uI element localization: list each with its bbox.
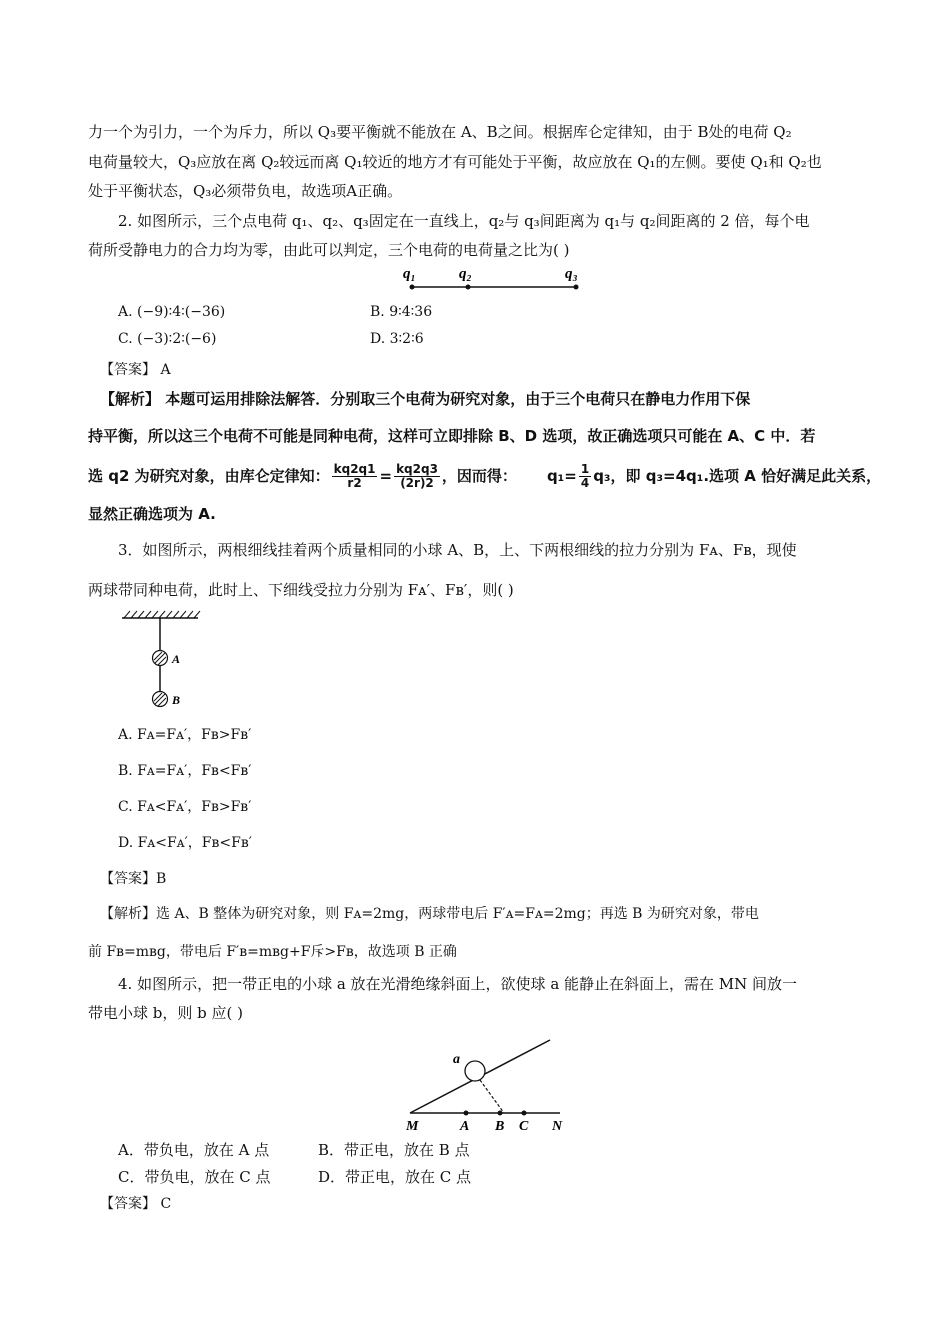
q3-answer: 【答案】B: [100, 871, 167, 887]
point-b-label: B: [495, 1119, 505, 1134]
ball-a-on-incline: [465, 1061, 485, 1081]
point-n-label: N: [552, 1119, 563, 1134]
q3-explanation-line-2: 前 Fʙ=mʙg，带电后 F′ʙ=mʙg+F斥>Fʙ，故选项 B 正确: [88, 944, 457, 960]
q2-option-c: C. (−3)∶2∶(−6): [118, 331, 217, 347]
q2-option-b: B. 9∶4∶36: [370, 304, 433, 320]
q2-expl3-mid: ，因而得：: [441, 467, 517, 485]
q4-option-b: B．带正电，放在 B 点: [318, 1141, 470, 1159]
q3-option-b: B. Fᴀ=Fᴀ′，Fʙ<Fʙ′: [118, 763, 252, 779]
q2-label: q₂: [459, 266, 472, 282]
q4-answer: 【答案】 C: [100, 1196, 172, 1212]
ball-a-label: A: [172, 652, 181, 666]
q3-explanation-line-1: 【解析】选 A、B 整体为研究对象，则 Fᴀ=2mg，两球带电后 F′ᴀ=Fᴀ=2mg；再选 B 为研究对象，带电: [100, 906, 759, 922]
intro-line-3: 处于平衡状态，Q₃必须带负电，故选项A正确。: [88, 182, 403, 200]
q2-explanation-line-3: [88, 460, 881, 492]
q3-option-d: D. Fᴀ<Fᴀ′，Fʙ<Fʙ′: [118, 835, 252, 851]
q4-option-a: A．带负电，放在 A 点: [118, 1141, 270, 1159]
q2-explanation-line-2: 持平衡，所以这三个电荷不可能是同种电荷，这样可立即排除 B、D 选项，故正确选项只可能在 A、C 中．若: [88, 427, 816, 445]
q3-stem-line-2: 两球带同种电荷，此时上、下细线受拉力分别为 Fᴀ′、Fʙ′，则( ): [88, 581, 514, 599]
q3-option-a: A. Fᴀ=Fᴀ′，Fʙ>Fʙ′: [118, 727, 252, 743]
q4-option-c: C．带负电，放在 C 点: [118, 1168, 271, 1186]
q4-stem-line-2: 带电小球 b，则 b 应( ): [88, 1004, 243, 1022]
intro-line-1: 力一个为引力，一个为斥力，所以 Q₃要平衡就不能放在 A、B之间。根据库仑定律知，由于 B处的电荷 Q₂: [88, 123, 792, 141]
q2-expl3-post: q₃，即 q₃=4q₁.选项 A 恰好满足此关系，: [593, 467, 882, 485]
q2-expl3-q1: q₁=: [546, 467, 577, 485]
point-c-label: C: [519, 1119, 529, 1134]
q3-option-c: C. Fᴀ<Fᴀ′，Fʙ>Fʙ′: [118, 799, 252, 815]
q2-stem-line-2: 荷所受静电力的合力均为零，由此可以判定，三个电荷的电荷量之比为( ): [88, 241, 570, 259]
q3-stem-line-1: 3．如图所示，两根细线挂着两个质量相同的小球 A、B，上、下两根细线的拉力分别为 Fᴀ、Fʙ，现使: [118, 541, 797, 559]
q4-incline-figure: [400, 1035, 580, 1135]
q2-explanation-line-1: 【解析】 本题可运用排除法解答．分别取三个电荷为研究对象，由于三个电荷只在静电力作用下保: [100, 390, 751, 408]
q2-charges-figure: [395, 262, 595, 296]
intro-line-2: 电荷量较大，Q₃应放在离 Q₂较远而离 Q₁较近的地方才有可能处于平衡，故应放在 Q₁的左侧。要使 Q₁和 Q₂也: [88, 153, 822, 171]
q2-stem-line-1: 2. 如图所示，三个点电荷 q₁、q₂、q₃固定在一直线上，q₂与 q₃间距离为 q₁与 q₂间距离的 2 倍，每个电: [118, 212, 810, 230]
q3-label: q₃: [565, 266, 578, 282]
point-a-label: A: [460, 1119, 470, 1134]
fraction-1: $\frac{kq2q1}{r2}$: [333, 462, 376, 490]
q3-hanging-balls-figure: [120, 610, 210, 710]
fraction-2: $\frac{kq2q3}{(2r)2}$: [396, 462, 438, 490]
q2-option-d: D. 3∶2∶6: [370, 331, 424, 347]
fraction-quarter: $\frac{1}{4}$: [580, 462, 590, 490]
q2-option-a: A. (−9)∶4∶(−36): [118, 304, 226, 320]
q2-answer: 【答案】 A: [100, 362, 171, 378]
q2-expl3-pre: 选 q2 为研究对象，由库仑定律知：: [88, 467, 330, 485]
fraction-equals: =: [379, 467, 393, 485]
q2-explanation-line-4: 显然正确选项为 A.: [88, 505, 216, 523]
q4-stem-line-1: 4. 如图所示，把一带正电的小球 a 放在光滑绝缘斜面上，欲使球 a 能静止在斜面上，需在 MN 间放一: [118, 975, 798, 993]
ball-b-label: B: [172, 693, 181, 707]
q4-option-d: D．带正电，放在 C 点: [318, 1168, 472, 1186]
point-m-label: M: [406, 1119, 419, 1134]
q1-label: q₁: [403, 266, 416, 282]
point-a-ball-label: a: [453, 1052, 460, 1067]
